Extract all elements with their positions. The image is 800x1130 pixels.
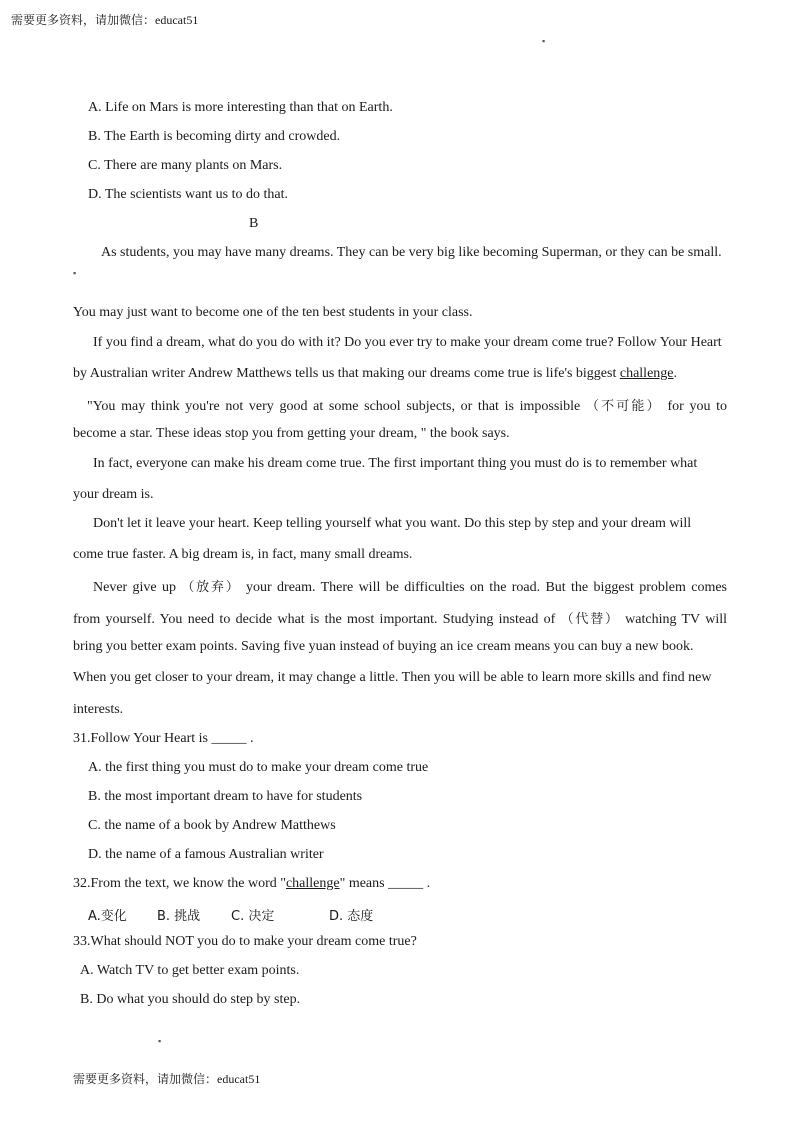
header-watermark: 需要更多资料，请加微信：educat51 <box>11 13 199 27</box>
passage-line: from yourself. You need to decide what is the most important. Studying instead of （代替） watching TV will <box>73 612 728 627</box>
footer-watermark: 需要更多资料，请加微信：educat51 <box>73 1072 261 1086</box>
passage-line: Never give up （放弃） your dream. There will be difficulties on the road. But the biggest problem comes <box>93 580 728 595</box>
passage-line: Don't let it leave your heart. Keep telling yourself what you want. Do this step by step and your dream will <box>93 516 692 531</box>
prev-option-d: D. The scientists want us to do that. <box>88 187 288 202</box>
passage-line: As students, you may have many dreams. They can be very big like becoming Superman, or they can be small. <box>101 245 722 260</box>
question-32-option-c: C. 决定 <box>231 909 275 924</box>
section-label: B <box>249 216 259 231</box>
prev-option-a: A. Life on Mars is more interesting than that on Earth. <box>88 100 393 115</box>
question-32-option-a: A.变化 <box>88 909 127 924</box>
prev-option-c: C. There are many plants on Mars. <box>88 158 283 173</box>
passage-line: become a star. These ideas stop you from getting your dream, " the book says. <box>73 426 510 441</box>
stray-mark: ▪ <box>73 268 77 278</box>
prev-option-b: B. The Earth is becoming dirty and crowded. <box>88 129 341 144</box>
passage-line: come true faster. A big dream is, in fact, many small dreams. <box>73 547 413 562</box>
question-31-option-a: A. the first thing you must do to make your dream come true <box>88 760 429 775</box>
challenge-word: challenge <box>619 366 674 381</box>
question-33-option-b: B. Do what you should do step by step. <box>80 992 301 1007</box>
question-33-stem: 33.What should NOT you do to make your dream come true? <box>73 934 417 949</box>
passage-line: In fact, everyone can make his dream come true. The first important thing you must do is to remember what <box>93 456 698 471</box>
passage-line: by Australian writer Andrew Matthews tells us that making our dreams come true is life's biggest challenge. <box>73 366 677 381</box>
question-31-option-d: D. the name of a famous Australian writer <box>88 847 324 862</box>
passage-line: "You may think you're not very good at some school subjects, or that is impossible （不可能） for you to <box>87 399 727 414</box>
question-32-option-b: B. 挑战 <box>157 909 201 924</box>
passage-line: When you get closer to your dream, it may change a little. Then you will be able to learn more skills and find new <box>73 670 712 685</box>
question-32-option-d: D. 态度 <box>329 909 374 924</box>
stray-mark: ▪ <box>158 1036 162 1046</box>
passage-line: You may just want to become one of the ten best students in your class. <box>73 305 473 320</box>
passage-line: If you find a dream, what do you do with it? Do you ever try to make your dream come true? Follow Your Heart <box>93 335 722 350</box>
passage-line: bring you better exam points. Saving five yuan instead of buying an ice cream means you can buy a new book. <box>73 639 694 654</box>
passage-line: your dream is. <box>73 487 154 502</box>
question-31-stem: 31.Follow Your Heart is _____ . <box>73 731 254 746</box>
question-31-option-b: B. the most important dream to have for students <box>88 789 363 804</box>
stray-mark: ▪ <box>542 36 546 46</box>
question-31-option-c: C. the name of a book by Andrew Matthews <box>88 818 336 833</box>
passage-line: interests. <box>73 702 124 717</box>
question-33-option-a: A. Watch TV to get better exam points. <box>80 963 300 978</box>
question-32-stem: 32.From the text, we know the word "challenge" means _____ . <box>73 876 431 891</box>
